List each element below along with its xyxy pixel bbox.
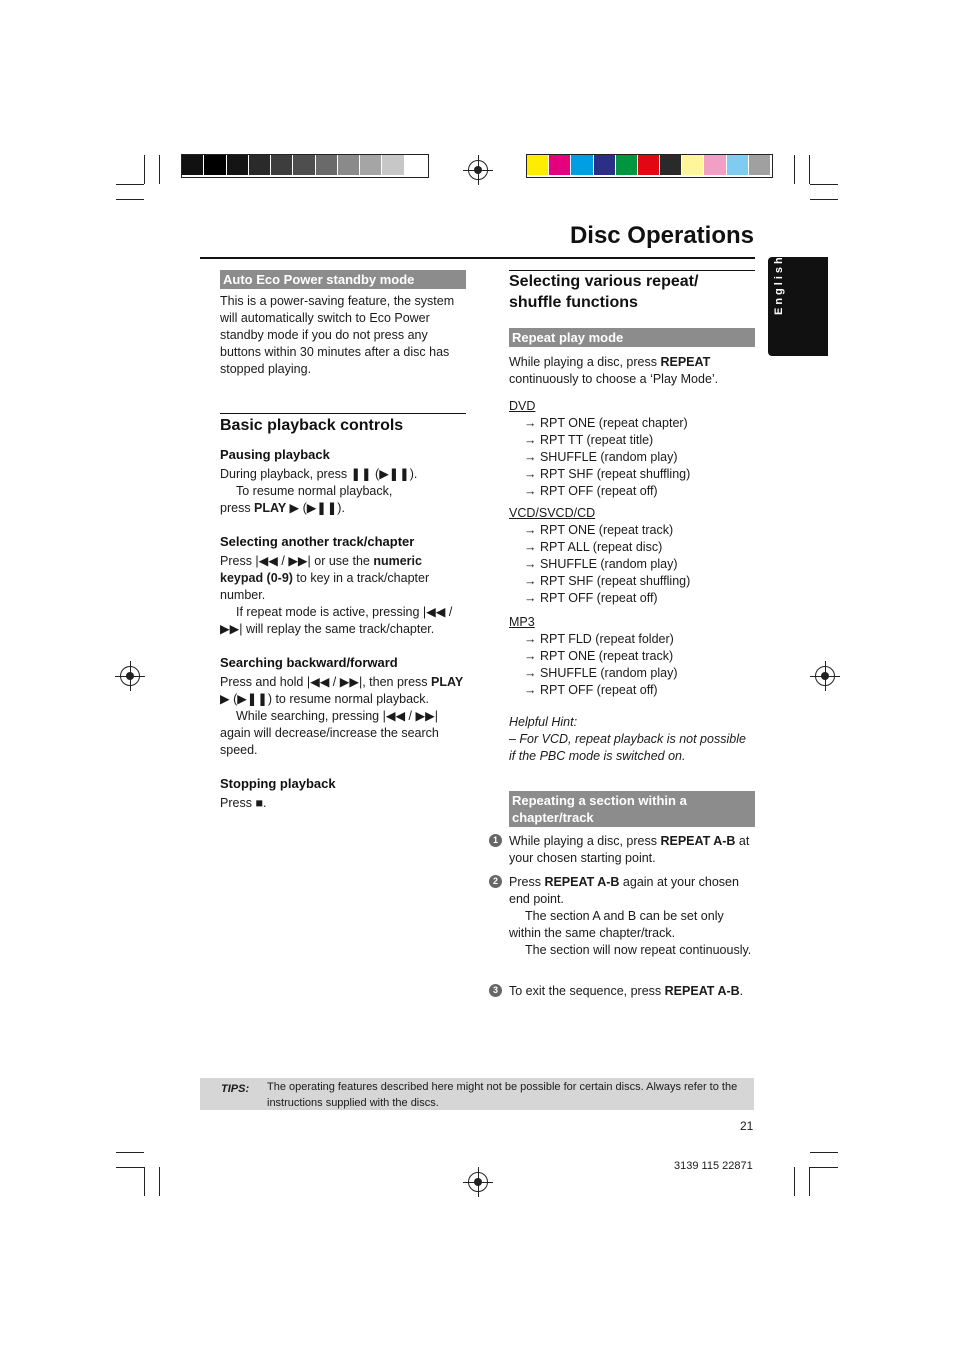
crop-mark (809, 1167, 810, 1196)
left-column (220, 270, 466, 812)
color-swatch (616, 155, 637, 175)
crop-mark (810, 1167, 838, 1168)
step-1-key: REPEAT A-B (660, 834, 736, 848)
color-swatch (204, 155, 225, 175)
language-tab (768, 254, 828, 356)
stopping-heading: Stopping playback (220, 776, 336, 791)
color-swatch (660, 155, 681, 175)
step-number-icon: 3 (489, 984, 502, 997)
registration-target-icon (468, 1172, 488, 1192)
numeric-keypad: numeric keypad (0-9) (220, 554, 422, 585)
color-swatch (682, 155, 703, 175)
color-swatch (594, 155, 615, 175)
vcd-label: VCD/SVCD/CD (509, 506, 596, 520)
dvd-label: DVD (509, 399, 536, 413)
stopping-line1: Press ■. (220, 796, 267, 810)
color-swatch (571, 155, 592, 175)
repeat-intro (509, 354, 755, 388)
step-1 (509, 833, 755, 867)
searching-line1 (220, 674, 466, 708)
crop-mark (810, 184, 838, 185)
crop-mark (116, 199, 144, 200)
play-mode-option: → SHUFFLE (random play) (524, 666, 678, 680)
color-swatch (316, 155, 337, 175)
play-mode-option: → RPT OFF (repeat off) (524, 683, 658, 697)
repeat-intro-c: continuously to choose a ‘Play Mode’. (509, 372, 719, 386)
pausing-line1: During playback, press ❚❚ (▶❚❚). (220, 467, 418, 481)
color-swatch (227, 155, 248, 175)
play-mode-option: → RPT ONE (repeat track) (524, 649, 674, 663)
play-mode-option: → RPT ALL (repeat disc) (524, 540, 663, 554)
section-bar-repeat-play: Repeat play mode (509, 328, 755, 347)
step-1-a: While playing a disc, press (509, 834, 661, 848)
repeat-intro-a: While playing a disc, press (509, 355, 661, 369)
step-number-icon: 2 (489, 875, 502, 888)
color-swatch (249, 155, 270, 175)
play-mode-option: → RPT ONE (repeat track) (524, 523, 674, 537)
repeat-shuffle-heading: Selecting various repeat/ shuffle functions (509, 273, 699, 311)
right-column (509, 270, 755, 827)
crop-mark (159, 155, 160, 184)
crop-mark (116, 1167, 144, 1168)
language-tab-label: English (773, 254, 785, 315)
step-2 (509, 874, 755, 959)
selecting-line1-a: Press |◀◀ / ▶▶| or use the (220, 554, 374, 568)
step-2-a: Press (509, 875, 545, 889)
step-2-note-1: The section A and B can be set only within the same chapter/track. (509, 909, 724, 940)
searching-line2: While searching, pressing |◀◀ / ▶▶| again will decrease/increase the search speed. (220, 709, 439, 757)
play-mode-option: → RPT SHF (repeat shuffling) (524, 467, 691, 481)
color-swatch (338, 155, 359, 175)
registration-target-icon (120, 666, 140, 686)
play-mode-option: → RPT SHF (repeat shuffling) (524, 574, 691, 588)
searching-heading: Searching backward/forward (220, 655, 398, 670)
selecting-line1-c: to key in a track/chapter number. (220, 571, 430, 602)
step-3-key: REPEAT A-B (664, 984, 740, 998)
play-mode-option: → RPT OFF (repeat off) (524, 484, 658, 498)
registration-target-icon (815, 666, 835, 686)
pausing-line3 (220, 500, 466, 517)
vcd-option-list (509, 522, 755, 607)
step-3-a: To exit the sequence, press (509, 984, 665, 998)
color-swatch (527, 155, 548, 175)
tips-box (200, 1078, 754, 1110)
play-mode-option: → RPT OFF (repeat off) (524, 591, 658, 605)
play-mode-option: → SHUFFLE (random play) (524, 450, 678, 464)
crop-mark (810, 1152, 838, 1153)
searching-line1-a: Press and hold |◀◀ / ▶▶|, then press (220, 675, 432, 689)
pausing-line3-c: (▶❚❚). (299, 501, 345, 515)
color-swatch (704, 155, 725, 175)
basic-controls-heading: Basic playback controls (220, 417, 404, 434)
section-bar-repeat-section: Repeating a section within a chapter/track (509, 791, 755, 827)
crop-mark (809, 155, 810, 184)
pausing-line2: To resume normal playback, (236, 484, 393, 498)
page-title: Disc Operations (569, 222, 754, 249)
color-swatch (749, 155, 770, 175)
crop-mark (794, 155, 795, 184)
step-2-c: again at your chosen end point. (509, 875, 739, 906)
step-2-note-2: The section will now repeat continuously. (525, 943, 752, 957)
play-key: PLAY ▶ (254, 501, 300, 515)
play-mode-option: → SHUFFLE (random play) (524, 557, 678, 571)
crop-mark (794, 1167, 795, 1196)
color-swatch (360, 155, 381, 175)
color-swatch (638, 155, 659, 175)
mp3-label: MP3 (509, 615, 535, 629)
registration-target-icon (468, 160, 488, 180)
repeat-key: REPEAT (660, 355, 711, 369)
selecting-line1 (220, 553, 466, 604)
mp3-option-list (509, 631, 755, 699)
play-mode-option: → RPT ONE (repeat chapter) (524, 416, 688, 430)
color-swatch (293, 155, 314, 175)
crop-mark (116, 184, 144, 185)
step-2-text (509, 874, 755, 908)
auto-eco-body: This is a power-saving feature, the system will automatically switch to Eco Power standby mode if you do not press any buttons within 30 minutes after a disc has stopped playing. (220, 294, 455, 376)
tips-text: The operating features described here might not be possible for certain discs. Always refer to the instructions supplied with the discs. (267, 1081, 738, 1109)
tips-label: TIPS: (221, 1083, 250, 1095)
hint-text: – For VCD, repeat playback is not possible if the PBC mode is switched on. (509, 732, 746, 763)
product-code: 3139 115 22871 (674, 1160, 753, 1172)
selecting-heading: Selecting another track/chapter (220, 534, 415, 549)
step-3-c: . (739, 984, 744, 998)
crop-mark (144, 1167, 145, 1196)
searching-line1-c: (▶❚❚) to resume normal playback. (229, 692, 429, 706)
step-1-c: at your chosen starting point. (509, 834, 750, 865)
page-number: 21 (740, 1119, 754, 1133)
step-number-icon: 1 (489, 834, 502, 847)
hint-title: Helpful Hint: (509, 715, 578, 729)
title-rule (200, 257, 755, 259)
play-key: PLAY ▶ (220, 675, 463, 706)
dvd-option-list (509, 415, 755, 500)
color-swatch (549, 155, 570, 175)
play-mode-option: → RPT FLD (repeat folder) (524, 632, 674, 646)
crop-mark (159, 1167, 160, 1196)
play-mode-option: → RPT TT (repeat title) (524, 433, 654, 447)
crop-mark (116, 1152, 144, 1153)
crop-mark (810, 199, 838, 200)
step-2-key: REPEAT A-B (544, 875, 620, 889)
selecting-line2: If repeat mode is active, pressing |◀◀ / ▶▶| will replay the same track/chapter. (220, 605, 453, 636)
crop-mark (144, 155, 145, 184)
color-swatch (182, 155, 203, 175)
color-swatch (727, 155, 748, 175)
color-swatch (271, 155, 292, 175)
section-bar-auto-eco: Auto Eco Power standby mode (220, 270, 466, 289)
pausing-line3-a: press (220, 501, 255, 515)
color-swatch (405, 155, 426, 175)
step-3 (509, 983, 755, 1000)
pausing-heading: Pausing playback (220, 447, 330, 462)
section-rule (220, 413, 466, 414)
color-swatch (382, 155, 403, 175)
